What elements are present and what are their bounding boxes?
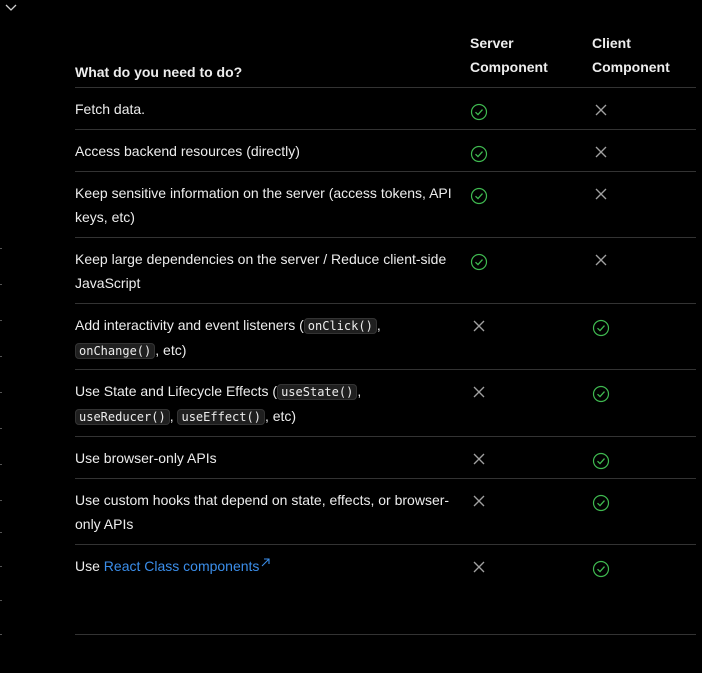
check-circle-icon bbox=[470, 187, 488, 205]
server-component-cell bbox=[470, 172, 592, 238]
header-task: What do you need to do? bbox=[75, 64, 243, 80]
comparison-table bbox=[75, 28, 696, 635]
task-cell bbox=[75, 370, 470, 438]
task-text: Use bbox=[75, 558, 104, 574]
check-circle-icon bbox=[470, 253, 488, 271]
edge-tick bbox=[0, 500, 2, 501]
client-component-cell bbox=[592, 238, 696, 304]
header-server-component: Server Component bbox=[470, 35, 548, 75]
code-snippet: useEffect() bbox=[177, 409, 264, 425]
table-row bbox=[75, 172, 696, 238]
server-component-cell bbox=[470, 88, 592, 130]
code-snippet: useState() bbox=[277, 384, 357, 400]
task-cell bbox=[75, 545, 470, 634]
server-component-cell bbox=[470, 130, 592, 172]
table-row bbox=[75, 238, 696, 304]
code-snippet: onClick() bbox=[304, 318, 377, 334]
task-text: , etc) bbox=[264, 408, 297, 424]
table-row bbox=[75, 479, 696, 545]
server-component-cell bbox=[470, 304, 592, 372]
cross-icon bbox=[472, 560, 486, 574]
table-row bbox=[75, 304, 696, 370]
check-circle-icon bbox=[470, 103, 488, 121]
check-circle-icon bbox=[592, 452, 610, 470]
edge-tick bbox=[0, 464, 2, 465]
check-circle-icon bbox=[592, 319, 610, 337]
task-text: Fetch data. bbox=[75, 101, 146, 117]
task-cell bbox=[75, 238, 470, 304]
task-text: Use browser-only APIs bbox=[75, 450, 217, 466]
edge-tick bbox=[0, 356, 2, 357]
edge-tick bbox=[0, 392, 2, 393]
chevron-down-icon[interactable] bbox=[4, 2, 18, 14]
cross-icon bbox=[472, 319, 486, 333]
task-text: Use custom hooks that depend on state, effects, or browser-only APIs bbox=[75, 492, 450, 532]
client-component-cell bbox=[592, 545, 696, 634]
table-row bbox=[75, 130, 696, 172]
table-body bbox=[75, 88, 696, 635]
check-circle-icon bbox=[470, 145, 488, 163]
edge-tick bbox=[0, 428, 2, 429]
cross-icon bbox=[594, 253, 608, 267]
check-circle-icon bbox=[592, 560, 610, 578]
cross-icon bbox=[594, 145, 608, 159]
task-cell bbox=[75, 172, 470, 238]
edge-tick bbox=[0, 532, 2, 533]
table-row bbox=[75, 437, 696, 479]
task-text: , bbox=[376, 317, 381, 333]
client-component-cell bbox=[592, 172, 696, 238]
client-component-cell bbox=[592, 370, 696, 438]
cross-icon bbox=[472, 385, 486, 399]
server-component-cell bbox=[470, 479, 592, 545]
task-cell bbox=[75, 88, 470, 130]
table-row bbox=[75, 545, 696, 635]
external-link-icon bbox=[261, 558, 270, 567]
code-snippet: onChange() bbox=[75, 343, 155, 359]
task-text: , etc) bbox=[155, 342, 187, 358]
edge-tick bbox=[0, 566, 2, 567]
edge-tick bbox=[0, 634, 2, 635]
table-row bbox=[75, 88, 696, 130]
client-component-cell bbox=[592, 88, 696, 130]
check-circle-icon bbox=[592, 385, 610, 403]
client-component-cell bbox=[592, 130, 696, 172]
header-client-component: Client Component bbox=[592, 35, 670, 75]
react-class-components-link[interactable] bbox=[104, 558, 271, 574]
task-cell bbox=[75, 304, 470, 372]
cross-icon bbox=[472, 452, 486, 466]
task-text: Keep large dependencies on the server / Reduce client-side JavaScript bbox=[75, 251, 447, 291]
cross-icon bbox=[594, 103, 608, 117]
edge-tick bbox=[0, 320, 2, 321]
code-snippet: useReducer() bbox=[75, 409, 170, 425]
task-text: , bbox=[169, 408, 178, 424]
task-text: Use State and Lifecycle Effects ( bbox=[75, 383, 278, 399]
cross-icon bbox=[472, 494, 486, 508]
cross-icon bbox=[594, 187, 608, 201]
link-text: React Class components bbox=[103, 558, 260, 574]
task-text: Keep sensitive information on the server (access tokens, API keys, etc) bbox=[75, 185, 452, 225]
edge-tick bbox=[0, 600, 2, 601]
task-cell bbox=[75, 437, 470, 479]
client-component-cell bbox=[592, 479, 696, 545]
task-cell bbox=[75, 130, 470, 172]
client-component-cell bbox=[592, 437, 696, 479]
server-component-cell bbox=[470, 545, 592, 634]
edge-tick bbox=[0, 284, 2, 285]
scroll-edge-markers bbox=[0, 0, 3, 673]
server-component-cell bbox=[470, 437, 592, 479]
task-cell bbox=[75, 479, 470, 545]
task-text: Access backend resources (directly) bbox=[75, 143, 300, 159]
table-row bbox=[75, 370, 696, 437]
task-text: , bbox=[357, 383, 362, 399]
check-circle-icon bbox=[592, 494, 610, 512]
client-component-cell bbox=[592, 304, 696, 372]
server-component-cell bbox=[470, 370, 592, 438]
edge-tick bbox=[0, 248, 2, 249]
table-header-row bbox=[75, 28, 696, 88]
task-text: Add interactivity and event listeners ( bbox=[75, 317, 304, 333]
server-component-cell bbox=[470, 238, 592, 304]
